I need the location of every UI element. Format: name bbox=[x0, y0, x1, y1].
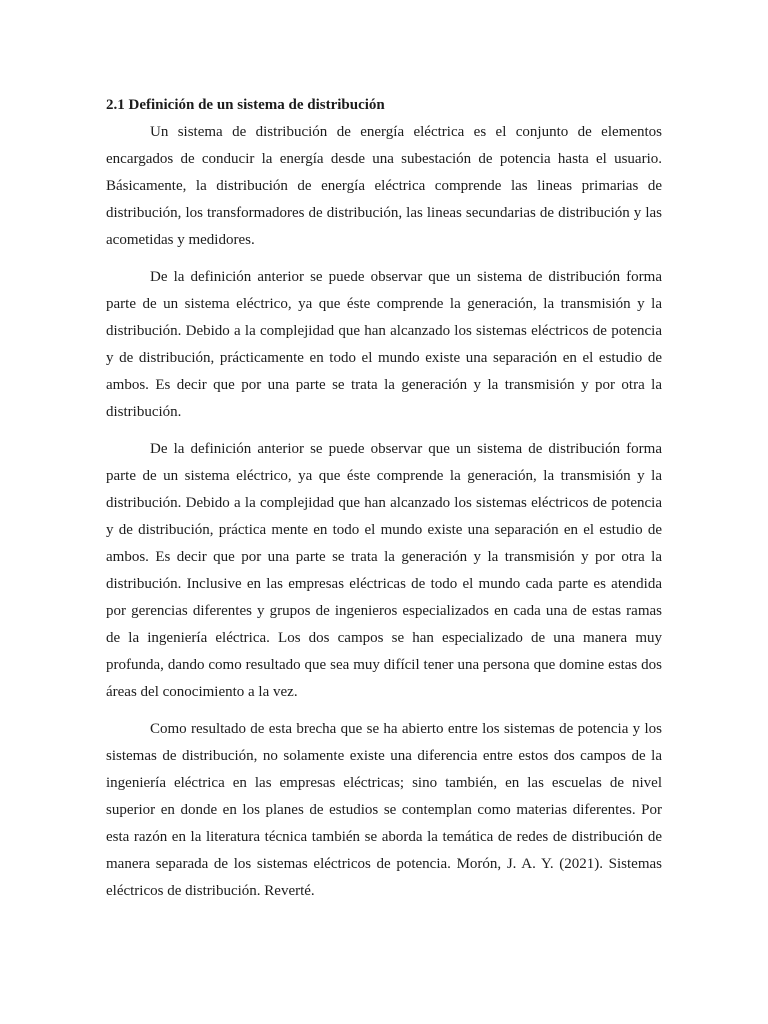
document-page bbox=[106, 92, 662, 905]
paragraph-4: Como resultado de esta brecha que se ha abierto entre los sistemas de potencia y los sistemas de distribución, no solamente existe una diferencia entre estos dos campos de la ingeniería eléctrica en las empresas eléctricas; sino también, en las escuelas de nivel superior en donde en los planes de estudios se contemplan como materias diferentes. Por esta razón en la literatura técnica también se aborda la temática de redes de distribución de manera separada de los sistemas eléctricos de potencia. Morón, J. A. Y. (2021). Sistemas eléctricos de distribución. Reverté. bbox=[106, 721, 662, 899]
paragraph-2: De la definición anterior se puede observar que un sistema de distribución forma parte de un sistema eléctrico, ya que éste comprende la generación, la transmisión y la distribución. Debido a la complejidad que han alcanzado los sistemas eléctricos de potencia y de distribución, prácticamente en todo el mundo existe una separación en el estudio de ambos. Es decir que por una parte se trata la generación y la transmisión y por otra la distribución. bbox=[106, 269, 662, 420]
paragraph-1: Un sistema de distribución de energía eléctrica es el conjunto de elementos encargados de conducir la energía desde una subestación de potencia hasta el usuario. Básicamente, la distribución de energía eléctrica comprende las lineas primarias de distribución, los transformadores de distribución, las lineas secundarias de distribución y las acometidas y medidores. bbox=[106, 124, 662, 248]
paragraph-3: De la definición anterior se puede observar que un sistema de distribución forma parte de un sistema eléctrico, ya que éste comprende la generación, la transmisión y la distribución. Debido a la complejidad que han alcanzado los sistemas eléctricos de potencia y de distribución, práctica mente en todo el mundo existe una separación en el estudio de ambos. Es decir que por una parte se trata la generación y la transmisión y por otra la distribución. Inclusive en las empresas eléctricas de todo el mundo cada parte es atendida por gerencias diferentes y grupos de ingenieros especializados en cada una de estas ramas de la ingeniería eléctrica. Los dos campos se han especializado de una manera muy profunda, dando como resultado que sea muy difícil tener una persona que domine estas dos áreas del conocimiento a la vez. bbox=[106, 441, 662, 700]
section-heading: 2.1 Definición de un sistema de distribución bbox=[106, 97, 385, 113]
